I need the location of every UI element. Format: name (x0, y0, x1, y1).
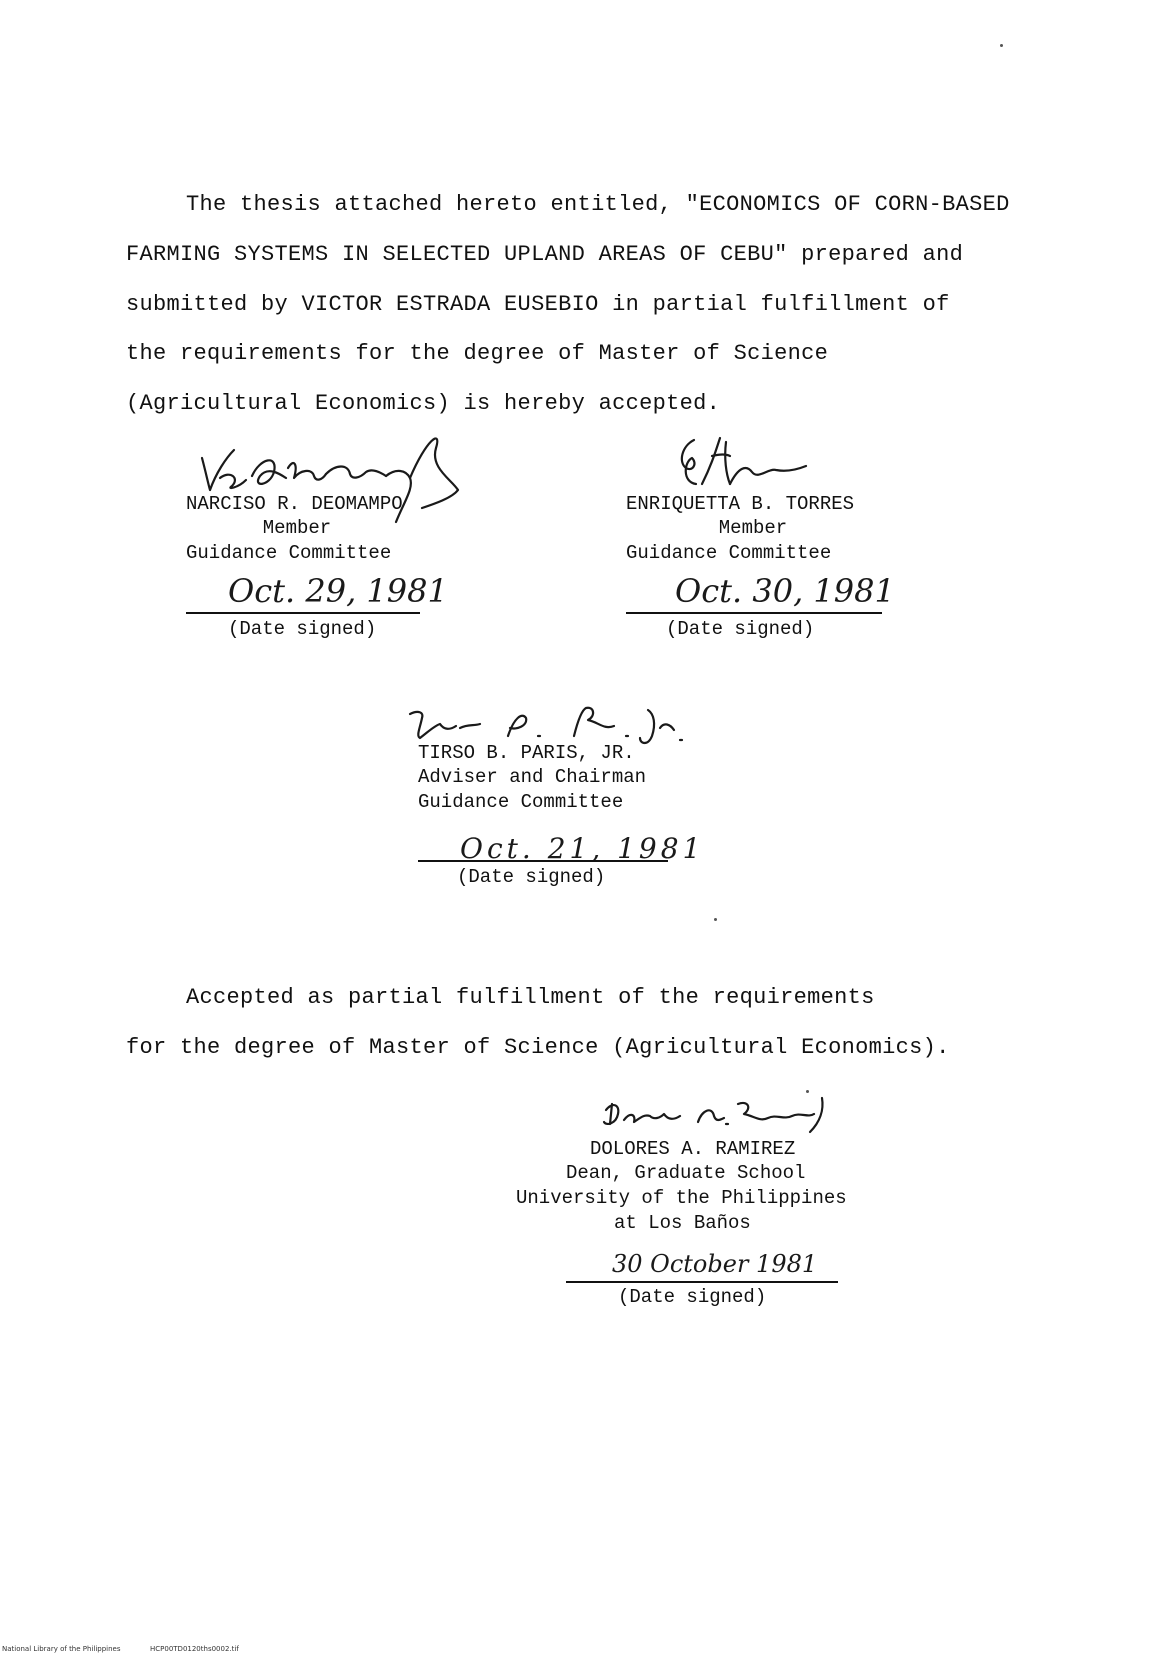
dean-campus: at Los Baños (614, 1212, 751, 1234)
deomampo-date-handwritten: Oct. 29, 1981 (228, 572, 448, 610)
certification-line-1: The thesis attached hereto entitled, "ECONOMICS OF CORN-BASED (186, 192, 1010, 217)
footer-file: HCP00TD0120ths0002.tif (150, 1645, 239, 1653)
deomampo-committee: Guidance Committee (186, 542, 392, 564)
paris-date-line (418, 860, 668, 862)
dean-name: DOLORES A. RAMIREZ (590, 1138, 796, 1160)
dean-university: University of the Philippines (516, 1187, 847, 1209)
deomampo-date-line (186, 612, 420, 614)
deomampo-name: NARCISO R. DEOMAMPO (186, 493, 403, 515)
torres-date-label: (Date signed) (666, 618, 815, 640)
scan-speck (714, 918, 717, 921)
dean-title: Dean, Graduate School (566, 1162, 806, 1184)
paris-date-handwritten: Oct. 21, 1981 (460, 832, 705, 865)
paris-date-label: (Date signed) (457, 866, 606, 888)
acceptance-line-1: Accepted as partial fulfillment of the requirements (186, 985, 875, 1010)
certification-line-3: submitted by VICTOR ESTRADA EUSEBIO in partial fulfillment of (126, 292, 950, 317)
deomampo-role: Member (262, 517, 332, 539)
torres-date-handwritten: Oct. 30, 1981 (675, 572, 895, 610)
scan-speck (806, 1090, 809, 1093)
torres-role: Member (718, 517, 788, 539)
torres-name: ENRIQUETTA B. TORRES (626, 493, 855, 515)
torres-date-line (626, 612, 882, 614)
dean-date-label: (Date signed) (618, 1286, 767, 1308)
torres-committee: Guidance Committee (626, 542, 832, 564)
acceptance-line-2: for the degree of Master of Science (Agricultural Economics). (126, 1035, 950, 1060)
paris-role: Adviser and Chairman (418, 766, 647, 788)
paris-committee: Guidance Committee (418, 791, 624, 813)
scan-speck (1000, 44, 1003, 47)
paris-name: TIRSO B. PARIS, JR. (418, 742, 635, 764)
certification-line-2: FARMING SYSTEMS IN SELECTED UPLAND AREAS OF CEBU" prepared and (126, 242, 964, 267)
footer-library: National Library of the Philippines (2, 1645, 121, 1653)
dean-date-handwritten: 30 October 1981 (612, 1250, 818, 1278)
certification-line-4: the requirements for the degree of Master of Science (126, 341, 829, 366)
certification-line-5: (Agricultural Economics) is hereby accepted. (126, 391, 721, 416)
signature-dean (598, 1092, 838, 1142)
deomampo-date-label: (Date signed) (228, 618, 377, 640)
dean-date-line (566, 1281, 838, 1283)
